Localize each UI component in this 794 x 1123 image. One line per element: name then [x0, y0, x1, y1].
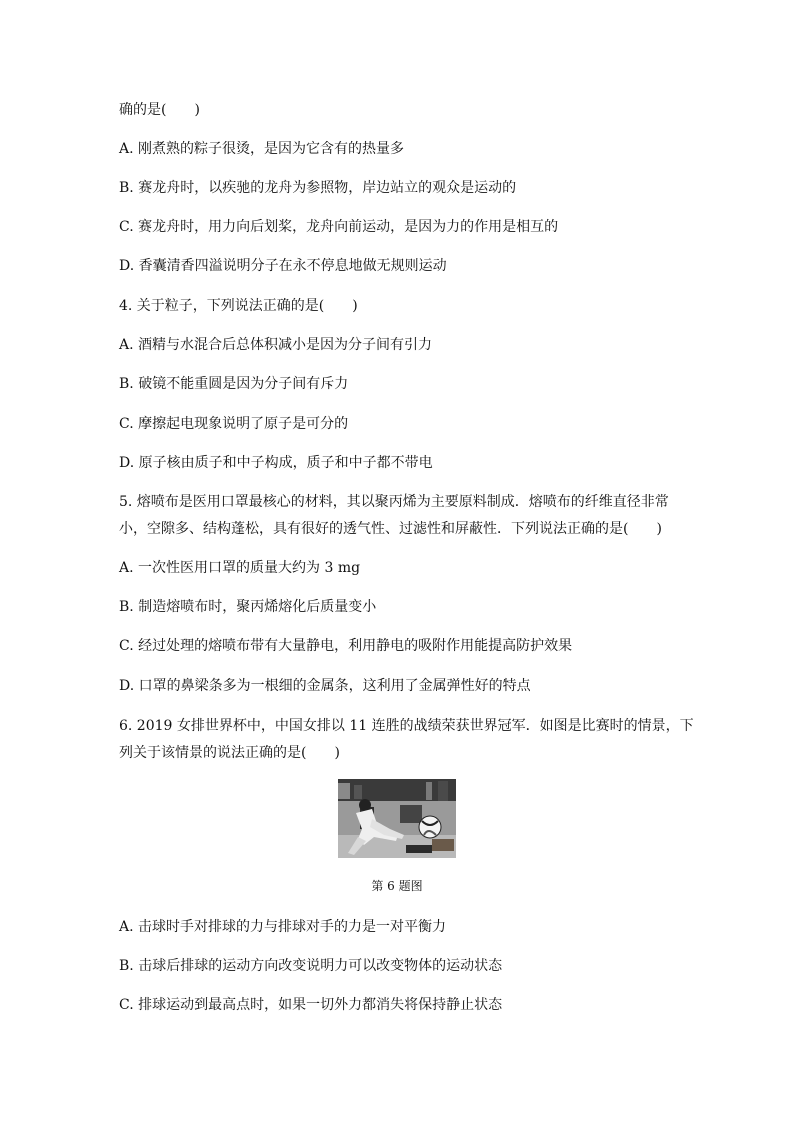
question-6-option-c: C. 排球运动到最高点时，如果一切外力都消失将保持静止状态	[119, 997, 503, 1013]
question-3-option-c: C. 赛龙舟时，用力向后划桨，龙舟向前运动，是因为力的作用是相互的	[119, 219, 559, 235]
question-5-option-a: A. 一次性医用口罩的质量大约为 3 mg	[119, 560, 361, 576]
question-3-stem-end: 确的是( )	[119, 102, 200, 118]
question-5-stem-line-1: 5. 熔喷布是医用口罩最核心的材料，其以聚丙烯为主要原料制成．熔喷布的纤维直径非常	[119, 494, 669, 510]
question-6-stem-line-2: 列关于该情景的说法正确的是( )	[119, 745, 340, 761]
question-6-option-a: A. 击球时手对排球的力与排球对手的力是一对平衡力	[119, 919, 447, 935]
question-6-stem-line-1: 6. 2019 女排世界杯中，中国女排以 11 连胜的战绩荣获世界冠军．如图是比赛时的情景，下	[119, 718, 694, 734]
question-4-option-b: B. 破镜不能重圆是因为分子间有斥力	[119, 376, 349, 392]
volleyball-photo	[338, 779, 456, 858]
question-4-option-d: D. 原子核由质子和中子构成，质子和中子都不带电	[119, 455, 433, 471]
question-4-stem: 4. 关于粒子，下列说法正确的是( )	[119, 298, 358, 314]
figure-caption: 第 6 题图	[371, 879, 423, 893]
question-3-option-a: A. 刚煮熟的粽子很烫，是因为它含有的热量多	[119, 141, 405, 157]
question-3-option-b: B. 赛龙舟时，以疾驰的龙舟为参照物，岸边站立的观众是运动的	[119, 180, 517, 196]
question-3-option-d: D. 香囊清香四溢说明分子在永不停息地做无规则运动	[119, 258, 447, 274]
question-5-option-b: B. 制造熔喷布时，聚丙烯熔化后质量变小	[119, 599, 377, 615]
question-5-option-c: C. 经过处理的熔喷布带有大量静电，利用静电的吸附作用能提高防护效果	[119, 638, 573, 654]
question-4-option-a: A. 酒精与水混合后总体积减小是因为分子间有引力	[119, 337, 433, 353]
question-6-option-b: B. 击球后排球的运动方向改变说明力可以改变物体的运动状态	[119, 958, 503, 974]
question-5-stem-line-2: 小，空隙多、结构蓬松，具有很好的透气性、过滤性和屏蔽性．下列说法正确的是( )	[119, 521, 662, 537]
question-5-option-d: D. 口罩的鼻梁条多为一根细的金属条，这利用了金属弹性好的特点	[119, 678, 531, 694]
question-4-option-c: C. 摩擦起电现象说明了原子是可分的	[119, 416, 349, 432]
